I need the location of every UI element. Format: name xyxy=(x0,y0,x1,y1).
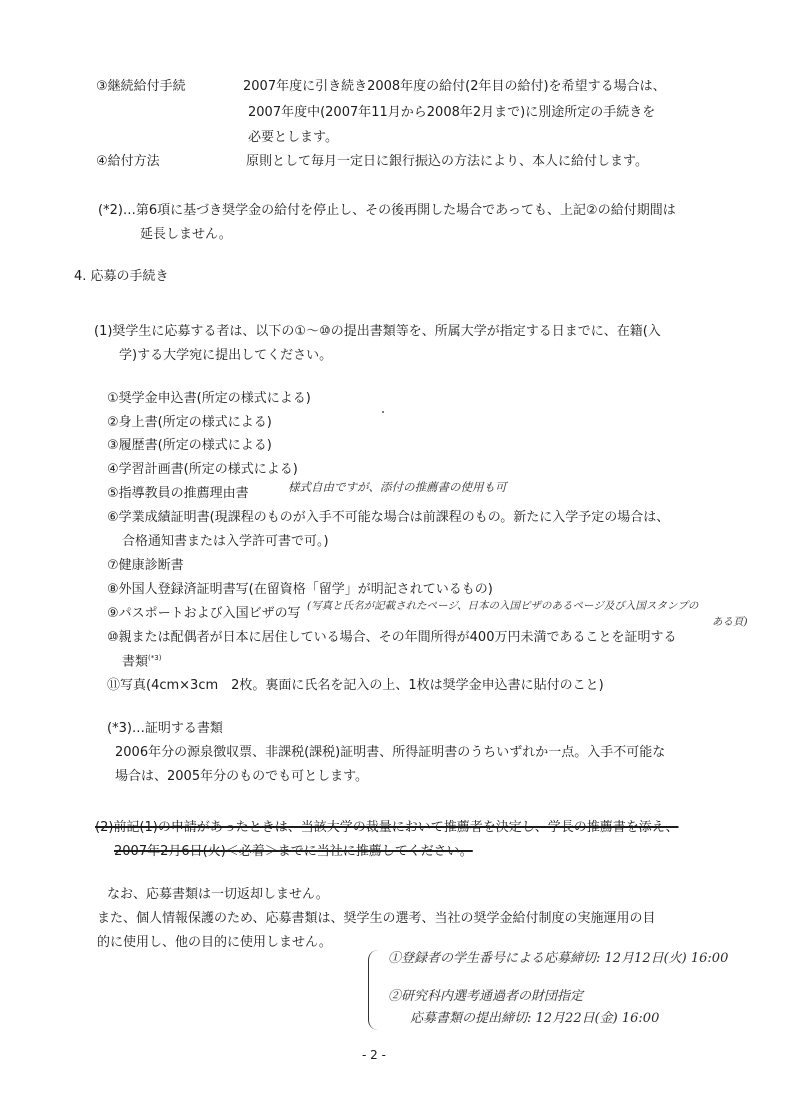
closing-line2: また、個人情報保護のため、応募書類は、奨学生の選考、当社の奨学金給付制度の実施運用の目 xyxy=(97,911,656,926)
list-item-10-cont: 書類$^{(*3)}$ xyxy=(122,654,162,670)
note2-line1: (*2)…第6項に基づき奨学金の給付を停止し、その後再開した場合であっても、上記②の給付期間は xyxy=(98,203,676,218)
para1-line1: (1)奨学生に応募する者は、以下の①～⑩の提出書類等を、所属大学が指定する日までに、在籍(入 xyxy=(94,324,661,339)
page-number: - 2 - xyxy=(362,1048,386,1062)
struck-line1: (2)前記(1)の申請があったときは、当該大学の裁量において推薦者を決定し、学長の推薦書を添え、 xyxy=(95,820,679,835)
list-item-8: ⑧外国人登録済証明書写(在留資格「留学」が明記されているもの) xyxy=(107,582,493,597)
list-item-11: ⑪写真(4cm×3cm 2枚。裏面に氏名を記入の上、1枚は奨学金申込書に貼付のこと) xyxy=(107,678,604,693)
handwritten-note-item9-line1: (写真と氏名が記載されたページ、日本の入国ビザのあるページ及び入国スタンプの xyxy=(307,600,699,612)
list-item-6: ⑥学業成績証明書(現課程のものが入手不可能な場合は前課程のもの。新たに入学予定の場合は、 xyxy=(107,510,670,525)
note2-line2: 延長しません。 xyxy=(140,227,232,242)
list-item-3: ③履歴書(所定の様式による) xyxy=(107,438,272,453)
struck-line2: 2007年2月6日(火)＜必着＞までに当社に推薦してください。 xyxy=(114,844,473,859)
handwritten-deadline-2-line2: 応募書類の提出締切: 12月22日(金) 16:00 xyxy=(410,1011,660,1026)
handwritten-deadline-1: ①登録者の学生番号による応募締切: 12月12日(火) 16:00 xyxy=(388,951,729,966)
item3-text-line1: 2007年度に引き続き2008年度の給付(2年目の給付)を希望する場合は、 xyxy=(243,79,666,94)
item3-text-line2: 2007年度中(2007年11月から2008年2月まで)に別途所定の手続きを xyxy=(248,105,656,120)
list-item-4: ④学習計画書(所定の様式による) xyxy=(107,462,298,477)
list-item-10: ⑩親または配偶者が日本に居住している場合、その年間所得が400万円未満であることを証明する xyxy=(107,630,677,645)
handwritten-deadline-2-line1: ②研究科内選考通過者の財団指定 xyxy=(388,989,584,1004)
list-item-1: ①奨学金申込書(所定の様式による) xyxy=(107,391,311,406)
item4-text: 原則として毎月一定日に銀行振込の方法により、本人に給付します。 xyxy=(246,154,648,169)
para1-line2: 学)する大学宛に提出してください。 xyxy=(119,348,333,363)
item3-label: ③継続給付手続 xyxy=(96,79,186,94)
item4-label: ④給付方法 xyxy=(96,154,160,169)
footnote-ref-3: (*3) xyxy=(148,654,162,662)
list-item-9: ⑨パスポートおよび入国ビザの写 xyxy=(107,606,301,621)
section4-heading: 4. 応募の手続き xyxy=(74,269,169,284)
list-item-5: ⑤指導教員の推薦理由書 xyxy=(107,486,249,501)
closing-line3: 的に使用し、他の目的に使用しません。 xyxy=(97,935,332,950)
note3-line1: 2006年分の源泉徴収票、非課税(課税)証明書、所得証明書のうちいずれか一点。入手不可能な xyxy=(115,745,666,760)
note3-label: (*3)…証明する書類 xyxy=(107,721,223,736)
handwritten-brace xyxy=(368,950,383,1030)
list-item-2: ②身上書(所定の様式による) xyxy=(107,415,272,430)
handwritten-note-item9-line2: ある頁) xyxy=(712,616,748,628)
list-item-6-cont: 合格通知書または入学許可書で可。) xyxy=(122,534,329,549)
list-item-7: ⑦健康診断書 xyxy=(107,558,184,573)
closing-line1: なお、応募書類は一切返却しません。 xyxy=(107,887,329,902)
item3-text-line3: 必要とします。 xyxy=(248,130,338,145)
handwritten-note-item5: 様式自由ですが、添付の推薦書の使用も可 xyxy=(288,480,507,494)
scan-speck xyxy=(382,411,384,413)
note3-line2: 場合は、2005年分のものでも可とします。 xyxy=(115,769,369,784)
